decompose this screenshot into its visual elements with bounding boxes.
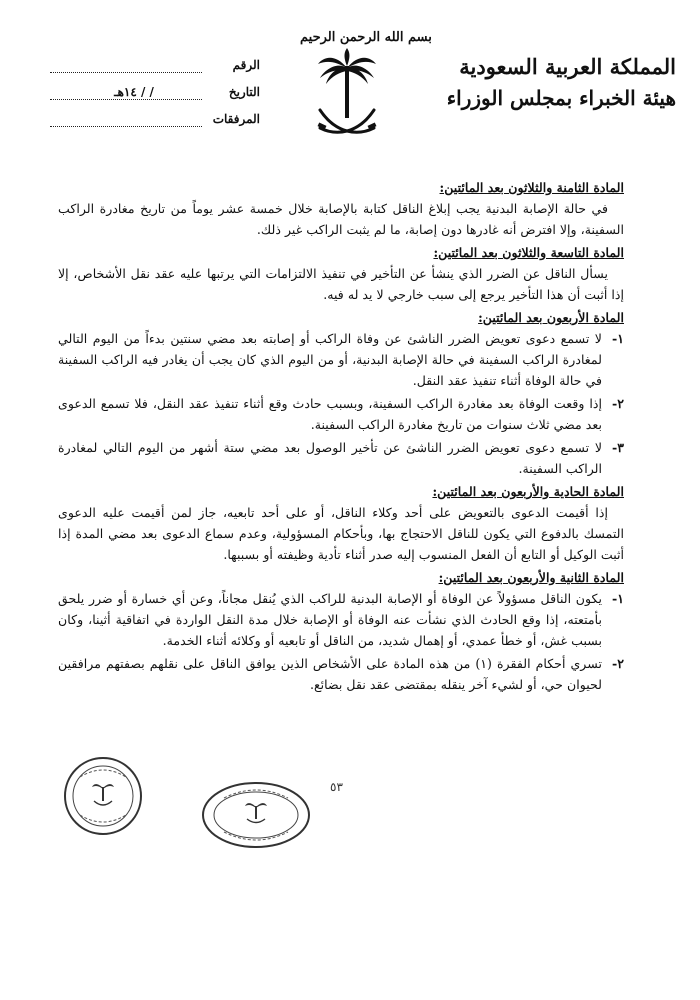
article-241	[58, 481, 624, 565]
reference-attachments-row	[50, 112, 260, 139]
article-heading: المادة الأربعون بعد المائتين:	[478, 310, 624, 325]
clause-text: إذا وقعت الوفاة بعد مغادرة الراكب السفينة، وبسبب حادث وقع أثناء تنفيذ عقد النقل، فلا تسمع الدعوى بعد مضي ثلاث سنوات من تاريخ مغادرة الراكب السفينة.	[58, 396, 602, 432]
reference-date-row	[50, 85, 260, 112]
article-heading: المادة الثامنة والثلاثون بعد المائتين:	[439, 180, 624, 195]
dotted-line	[50, 72, 202, 73]
clause-text: لا تسمع دعوى تعويض الضرر الناشئ عن تأخير الوصول بعد مضي ستة أشهر من اليوم التالي لمغادرة الراكب السفينة.	[58, 440, 602, 476]
round-official-seal-icon	[62, 755, 144, 837]
document-body	[58, 175, 624, 697]
reference-number-label: الرقم	[232, 58, 260, 72]
clause-number: ١-	[612, 331, 624, 346]
reference-date-label: التاريخ	[228, 85, 260, 99]
reference-fields	[50, 58, 260, 139]
article-paragraph: في حالة الإصابة البدنية يجب إبلاغ الناقل كتابة بالإصابة خلال خمسة عشر يوماً من تاريخ مغادرة الراكب السفينة، وإلا افترض أنه غادرها دون إصابة، ما لم يثبت الراكب غير ذلك.	[58, 201, 624, 237]
article-heading: المادة التاسعة والثلاثون بعد المائتين:	[433, 245, 624, 260]
clause-number: ٣-	[612, 440, 624, 455]
basmala: بسم الله الرحمن الرحيم	[300, 30, 432, 45]
article-239	[58, 242, 624, 305]
article-clause	[58, 437, 624, 479]
clause-text: لا تسمع دعوى تعويض الضرر الناشئ عن وفاة الراكب أو إصابته بعد مضي سنتين بدءاً من اليوم التالي لمغادرة الراكب السفينة في حالة الإصابة البدنية، أو من اليوم الذي كان يجب أن يغادر فيه الراكب السفينة في حالة الوفاة أثناء تنفيذ عقد النقل.	[58, 331, 602, 388]
reference-number-row	[50, 58, 260, 85]
clause-number: ١-	[612, 591, 624, 606]
article-paragraph: إذا أقيمت الدعوى بالتعويض على أحد وكلاء الناقل، أو على أحد تابعيه، جاز لمن أقيمت عليه الدعوى التمسك بالدفوع التي يكون للناقل الاحتجاج بها، وبأحكام المسؤولية، وعدم سماع الدعوى بعد مضي المدة إذا أثبت الوكيل أو التابع أن الفعل المنسوب إليه صدر أثناء تأدية وظيفته أو بسببها.	[58, 505, 624, 562]
dotted-line	[50, 126, 202, 127]
article-clause	[58, 393, 624, 435]
article-clause	[58, 328, 624, 391]
clause-number: ٢-	[612, 396, 624, 411]
article-238	[58, 177, 624, 240]
authority-title: هيئة الخبراء بمجلس الوزراء	[446, 86, 676, 110]
kingdom-title: المملكة العربية السعودية	[459, 54, 676, 79]
article-clause	[58, 588, 624, 651]
article-paragraph: يسأل الناقل عن الضرر الذي ينشأ عن التأخير في تنفيذ الالتزامات التي يرتبها عليه عقد نقل الأشخاص، إلا إذا أثبت أن هذا التأخير يرجع إلى سبب خارجي لا يد له فيه.	[58, 266, 624, 302]
palm-and-swords-emblem-icon	[316, 48, 378, 142]
dotted-line	[50, 99, 202, 100]
page-number: ٥٣	[330, 780, 343, 794]
article-clause	[58, 653, 624, 695]
reference-attachments-label: المرفقات	[212, 112, 260, 126]
article-240	[58, 307, 624, 479]
article-heading: المادة الثانية والأربعون بعد المائتين:	[438, 570, 624, 585]
reference-date-value: / / ١٤هـ	[66, 85, 202, 99]
clause-text: تسري أحكام الفقرة (١) من هذه المادة على الأشخاص الذين يوافق الناقل على نقلهم بصفتهم مرافقين لحيوان حي، أو لشيء آخر ينقله بمقتضى عقد نقل بضائع.	[58, 656, 603, 692]
clause-number: ٢-	[612, 656, 624, 671]
oval-official-seal-icon	[200, 780, 312, 850]
clause-text: يكون الناقل مسؤولاً عن الوفاة أو الإصابة البدنية للراكب الذي يُنقل مجاناً، وعن أي خسارة أو ضرر يلحق بأمتعته، إذا وقع الحادث الذي نشأت عنه الوفاة أو الإصابة خلال مدة النقل الواردة في اتفاقية أثينا، وكان بسبب غش، أو خطأ عمدي، أو إهمال شديد، من الناقل أو تابعيه أو وكلائه أثناء الخدمة.	[58, 591, 602, 648]
article-242	[58, 567, 624, 695]
article-heading: المادة الحادية والأربعون بعد المائتين:	[432, 484, 624, 499]
